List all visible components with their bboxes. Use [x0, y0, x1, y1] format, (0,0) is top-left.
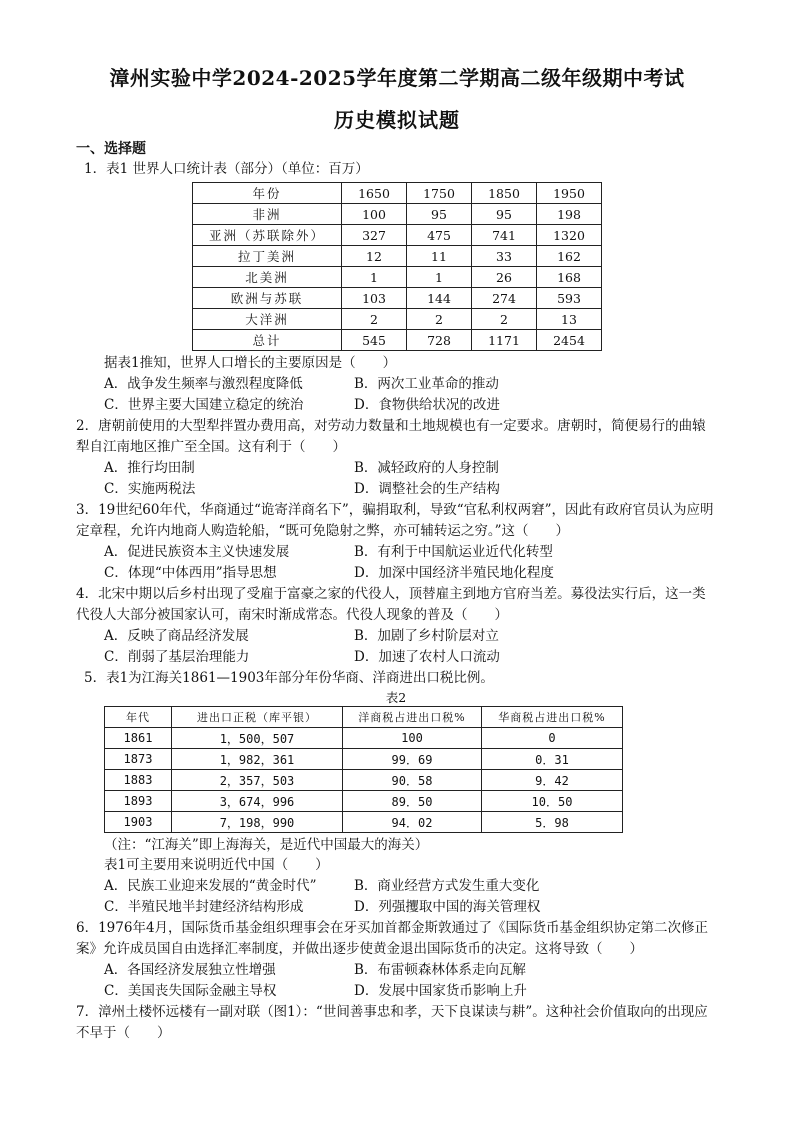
- option-b[interactable]: B．商业经营方式发生重大变化: [354, 878, 540, 894]
- table-cell: 198: [537, 204, 602, 225]
- table-cell: 274: [472, 288, 537, 309]
- option-d[interactable]: D．加速了农村人口流动: [354, 649, 500, 665]
- table-cell: 99．69: [343, 749, 482, 770]
- table-cell: 1873: [105, 749, 172, 770]
- table-cell: 1883: [105, 770, 172, 791]
- table-note: （注：“江海关”即上海海关，是近代中国最大的海关）: [104, 837, 429, 853]
- option-c[interactable]: C．半殖民地半封建经济结构形成: [104, 899, 304, 915]
- option-d[interactable]: D．发展中国家货币影响上升: [354, 983, 527, 999]
- table-cell: 洋商税占进出口税%: [343, 707, 482, 728]
- question-2-options: [76, 458, 716, 500]
- table-cell: 3，674，996: [172, 791, 343, 812]
- table-cell: 进出口正税（库平银）: [172, 707, 343, 728]
- table-cell: 94．02: [343, 812, 482, 833]
- table-row: [105, 770, 623, 791]
- option-b[interactable]: B．加剧了乡村阶层对立: [354, 628, 499, 644]
- table-cell: 1861: [105, 728, 172, 749]
- table-cell: 1，982，361: [172, 749, 343, 770]
- table-cell: 9．42: [482, 770, 623, 791]
- table-cell: 10．50: [482, 791, 623, 812]
- exam-subtitle: 历史模拟试题: [334, 108, 460, 132]
- table-cell: 1171: [472, 330, 537, 351]
- option-c[interactable]: C．削弱了基层治理能力: [104, 649, 250, 665]
- table-cell: 1320: [537, 225, 602, 246]
- option-c[interactable]: C．实施两税法: [104, 481, 196, 497]
- option-a[interactable]: A．战争发生频率与激烈程度降低: [104, 376, 303, 392]
- question-1-options: [76, 374, 716, 416]
- option-c[interactable]: C．体现“中体西用”指导思想: [104, 565, 277, 581]
- question-5-prompt: 表1可主要用来说明近代中国（ ）: [104, 857, 329, 873]
- table-cell: 741: [472, 225, 537, 246]
- table-cell: 1750: [407, 183, 472, 204]
- table-cell: 欧洲与苏联: [193, 288, 342, 309]
- question-5-stem: 5．表1为江海关1861—1903年部分年份华商、洋商进出口税比例。: [84, 670, 494, 686]
- option-c[interactable]: C．美国丧失国际金融主导权: [104, 983, 277, 999]
- question-1-prompt: 据表1推知，世界人口增长的主要原因是（ ）: [104, 355, 397, 371]
- table-cell: 1893: [105, 791, 172, 812]
- table-cell: 7，198，990: [172, 812, 343, 833]
- option-d[interactable]: D．调整社会的生产结构: [354, 481, 500, 497]
- table-cell: 非洲: [193, 204, 342, 225]
- question-3-stem: 3．19世纪60年代，华商通过“诡寄洋商名下”，骗捐取利，导致“官私利权两窘”，因此有政府官员认为应明定章程，允许内地商人购造轮船，“既可免隐射之弊，亦可辅转运之穷。”这（ ）: [76, 502, 714, 539]
- table-cell: 2: [472, 309, 537, 330]
- table-cell: 100: [342, 204, 407, 225]
- section-heading: 一、选择题: [76, 141, 146, 157]
- option-a[interactable]: A．推行均田制: [104, 460, 195, 476]
- table-row: [105, 791, 623, 812]
- population-table: [192, 182, 602, 351]
- table-row: [193, 225, 602, 246]
- question-4-options: [76, 626, 716, 668]
- option-c[interactable]: C．世界主要大国建立稳定的统治: [104, 397, 304, 413]
- table-cell: 162: [537, 246, 602, 267]
- table-row: [193, 330, 602, 351]
- question-4-stem: 4．北宋中期以后乡村出现了受雇于富豪之家的代役人，顶替雇主到地方官府当差。募役法实行后，这一类代役人大部分被国家认可，南宋时渐成常态。代役人现象的普及（ ）: [76, 586, 706, 623]
- question-6-options: [76, 960, 716, 1002]
- question-1-stem: 1．表1 世界人口统计表（部分）（单位：百万）: [84, 161, 369, 177]
- table-cell: 103: [342, 288, 407, 309]
- table-cell: 拉丁美洲: [193, 246, 342, 267]
- table-cell: 2454: [537, 330, 602, 351]
- table-row: [105, 812, 623, 833]
- table-cell: 327: [342, 225, 407, 246]
- table-cell: 1950: [537, 183, 602, 204]
- table-header-row: [105, 707, 623, 728]
- table-cell: 95: [407, 204, 472, 225]
- table-cell: 1850: [472, 183, 537, 204]
- table-row: [193, 204, 602, 225]
- exam-content: [76, 140, 716, 1044]
- table-cell: 11: [407, 246, 472, 267]
- table-cell: 90．58: [343, 770, 482, 791]
- table-cell: 2，357，503: [172, 770, 343, 791]
- table-cell: 1，500，507: [172, 728, 343, 749]
- table-cell: 33: [472, 246, 537, 267]
- question-3-options: [76, 542, 716, 584]
- table-cell: 89．50: [343, 791, 482, 812]
- table-cell: 13: [537, 309, 602, 330]
- question-2-stem: 2．唐朝前使用的大型犁拌置办费用高，对劳动力数量和土地规模也有一定要求。唐朝时，简便易行的曲辕犁自江南地区推广至全国。这有利于（ ）: [76, 418, 706, 455]
- table-cell: 5．98: [482, 812, 623, 833]
- table-row: [105, 749, 623, 770]
- option-a[interactable]: A．促进民族资本主义快速发展: [104, 544, 290, 560]
- table-cell: 年代: [105, 707, 172, 728]
- table-cell: 北美洲: [193, 267, 342, 288]
- table-cell: 亚洲（苏联除外）: [193, 225, 342, 246]
- table-cell: 2: [342, 309, 407, 330]
- table-cell: 华商税占进出口税%: [482, 707, 623, 728]
- exam-title: 漳州实验中学2024-2025学年度第二学期高二级年级期中考试: [109, 66, 685, 90]
- table-cell: 年份: [193, 183, 342, 204]
- table-row: [193, 309, 602, 330]
- table-row: [193, 288, 602, 309]
- table-cell: 12: [342, 246, 407, 267]
- question-5-options: [76, 876, 716, 918]
- table-cell: 0: [482, 728, 623, 749]
- table-cell: 0．31: [482, 749, 623, 770]
- table-cell: 728: [407, 330, 472, 351]
- table-cell: 1: [342, 267, 407, 288]
- table-row: [193, 246, 602, 267]
- question-6-stem: 6．1976年4月，国际货币基金组织理事会在牙买加首都金斯敦通过了《国际货币基金组织协定第二次修正案》允许成员国自由选择汇率制度，并做出逐步使黄金退出国际货币的决定。这将导致（ ）: [76, 920, 709, 957]
- table-cell: 26: [472, 267, 537, 288]
- table-header-row: [193, 183, 602, 204]
- table-cell: 95: [472, 204, 537, 225]
- table-cell: 144: [407, 288, 472, 309]
- table-cell: 1: [407, 267, 472, 288]
- option-d[interactable]: D．列强攫取中国的海关管理权: [354, 899, 541, 915]
- table-cell: 2: [407, 309, 472, 330]
- table-cell: 593: [537, 288, 602, 309]
- table-cell: 100: [343, 728, 482, 749]
- option-a[interactable]: A．反映了商品经济发展: [104, 628, 249, 644]
- option-b[interactable]: B．两次工业革命的推动: [354, 376, 499, 392]
- customs-tax-table: [104, 706, 623, 833]
- option-b[interactable]: B．有利于中国航运业近代化转型: [354, 544, 553, 560]
- table-cell: 168: [537, 267, 602, 288]
- option-d[interactable]: D．食物供给状况的改进: [354, 397, 500, 413]
- table-cell: 总计: [193, 330, 342, 351]
- table-row: [193, 267, 602, 288]
- table-cell: 475: [407, 225, 472, 246]
- question-7-stem: 7．漳州土楼怀远楼有一副对联（图1）：“世间善事忠和孝，天下良谋读与耕”。这种社会价值取向的出现应不早于（ ）: [76, 1004, 708, 1041]
- option-a[interactable]: A．民族工业迎来发展的“黄金时代”: [104, 878, 317, 894]
- option-a[interactable]: A．各国经济发展独立性增强: [104, 962, 276, 978]
- table-cell: 1903: [105, 812, 172, 833]
- option-b[interactable]: B．减轻政府的人身控制: [354, 460, 499, 476]
- option-b[interactable]: B．布雷顿森林体系走向瓦解: [354, 962, 526, 978]
- table-cell: 545: [342, 330, 407, 351]
- table-row: [105, 728, 623, 749]
- table-cell: 大洋洲: [193, 309, 342, 330]
- option-d[interactable]: D．加深中国经济半殖民地化程度: [354, 565, 554, 581]
- table-caption: 表2: [385, 690, 407, 705]
- table-cell: 1650: [342, 183, 407, 204]
